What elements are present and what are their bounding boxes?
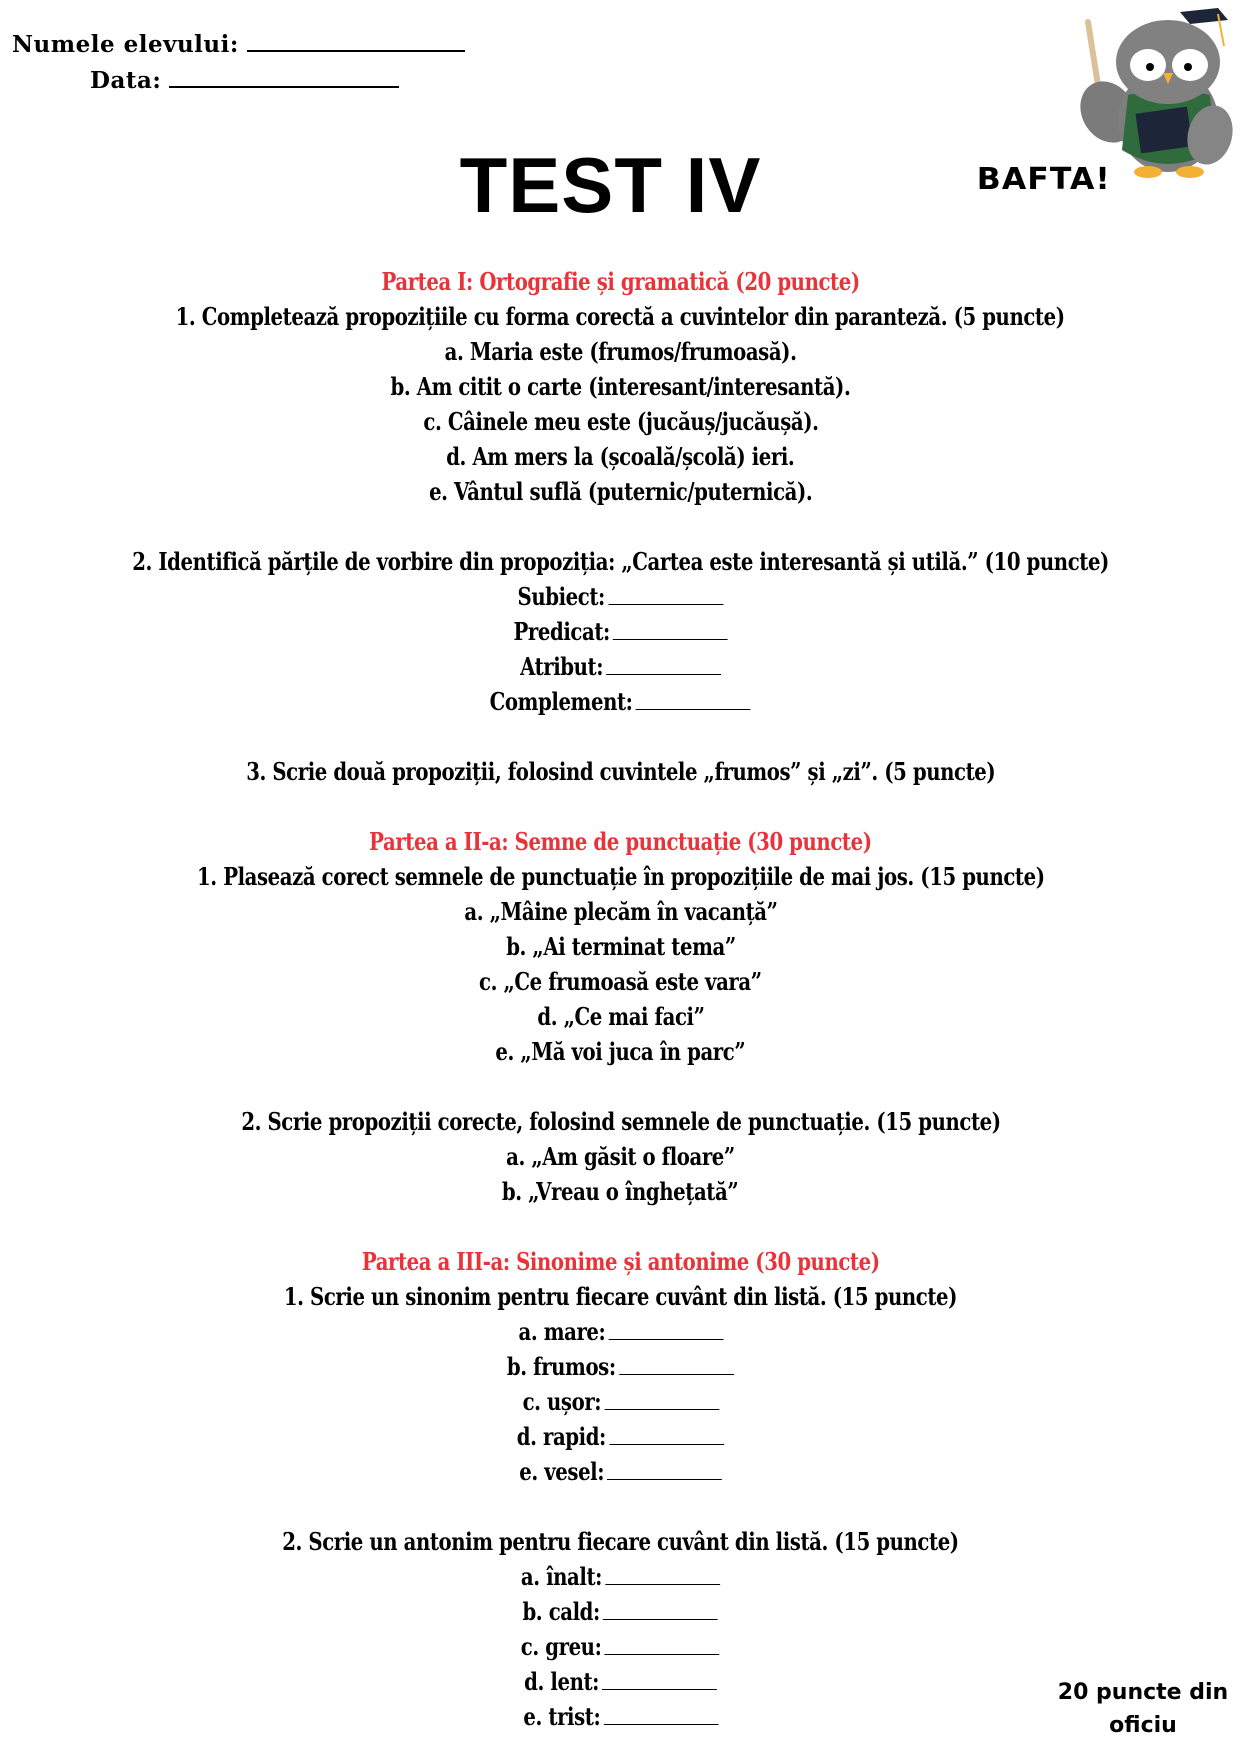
answer-blank[interactable] <box>605 1560 720 1585</box>
test-content <box>0 264 1241 1734</box>
part2-q1: 1. Plasează corect semnele de punctuație în propozițiile de mai jos. (15 puncte) <box>196 862 1045 891</box>
list-item: b. „Vreau o înghețată” <box>502 1177 739 1206</box>
answer-blank[interactable] <box>608 580 723 605</box>
part1-title: Partea I: Ortografie și gramatică (20 puncte) <box>381 267 860 296</box>
answer-blank[interactable] <box>606 650 721 675</box>
list-item: d. „Ce mai faci” <box>536 1002 705 1031</box>
answer-field-row: d. lent: <box>0 1664 1241 1699</box>
answer-blank[interactable] <box>619 1350 734 1375</box>
list-item: c. „Ce frumoasă este vara” <box>479 967 762 996</box>
good-luck-text: BAFTA! <box>976 162 1111 197</box>
title-text: TEST IV <box>459 141 762 229</box>
student-name-label: Numele elevului: <box>12 31 239 58</box>
answer-blank[interactable] <box>608 1315 723 1340</box>
date-field[interactable] <box>169 64 399 88</box>
date-row <box>90 64 399 94</box>
answer-field-row: Predicat: <box>0 614 1241 649</box>
bonus-note-line1: 20 puncte din <box>1057 1680 1229 1705</box>
part3-title: Partea a III-a: Sinonime și antonime (30 puncte) <box>361 1247 880 1276</box>
answer-blank[interactable] <box>603 1700 718 1725</box>
list-item: b. „Ai terminat tema” <box>505 932 736 961</box>
answer-field-row: d. rapid: <box>0 1419 1241 1454</box>
answer-blank[interactable] <box>609 1420 724 1445</box>
answer-field-row: Complement: <box>0 684 1241 719</box>
answer-blank[interactable] <box>613 615 728 640</box>
owl-teacher-icon <box>1060 0 1240 190</box>
answer-field-row: b. cald: <box>0 1594 1241 1629</box>
answer-field-row: a. înalt: <box>0 1559 1241 1594</box>
answer-blank[interactable] <box>636 685 751 710</box>
answer-blank[interactable] <box>602 1665 717 1690</box>
part3-q1: 1. Scrie un sinonim pentru fiecare cuvânt din listă. (15 puncte) <box>283 1282 958 1311</box>
list-item: c. Câinele meu este (jucăuș/jucăușă). <box>422 407 819 436</box>
list-item: e. „Mă voi juca în parc” <box>495 1037 746 1066</box>
answer-field-row: b. frumos: <box>0 1349 1241 1384</box>
list-item: a. „Am găsit o floare” <box>506 1142 735 1171</box>
answer-blank[interactable] <box>604 1385 719 1410</box>
list-item: b. Am citit o carte (interesant/interesantă). <box>390 372 851 401</box>
date-label: Data: <box>90 67 162 94</box>
owl-book <box>1135 107 1192 154</box>
graduation-cap <box>1180 8 1228 24</box>
answer-blank[interactable] <box>605 1630 720 1655</box>
list-item: a. „Mâine plecăm în vacanță” <box>463 897 778 926</box>
student-name-field[interactable] <box>247 28 465 52</box>
bonus-points-note <box>1048 1676 1238 1742</box>
answer-field-row: c. ușor: <box>0 1384 1241 1419</box>
answer-field-row: e. vesel: <box>0 1454 1241 1489</box>
part1-q3: 3. Scrie două propoziții, folosind cuvintele „frumos” și „zi”. (5 puncte) <box>245 757 996 786</box>
answer-blank[interactable] <box>603 1595 718 1620</box>
list-item: a. Maria este (frumos/frumoasă). <box>444 337 797 366</box>
part2-q2: 2. Scrie propoziții corecte, folosind semnele de punctuație. (15 puncte) <box>240 1107 1001 1136</box>
list-item: e. Vântul suflă (puternic/puternică). <box>428 477 813 506</box>
answer-field-row: Atribut: <box>0 649 1241 684</box>
part1-q2: 2. Identifică părțile de vorbire din propoziția: „Cartea este interesantă și utilă.” (10 puncte) <box>132 547 1109 576</box>
answer-field-row: c. greu: <box>0 1629 1241 1664</box>
answer-blank[interactable] <box>607 1455 722 1480</box>
list-item: d. Am mers la (școală/școlă) ieri. <box>446 442 795 471</box>
part3-q2: 2. Scrie un antonim pentru fiecare cuvânt din listă. (15 puncte) <box>282 1527 959 1556</box>
part2-title: Partea a II-a: Semne de punctuație (30 puncte) <box>369 827 872 856</box>
answer-field-row: e. trist: <box>0 1699 1241 1734</box>
answer-field-row: Subiect: <box>0 579 1241 614</box>
bonus-note-line2: oficiu <box>1109 1713 1177 1738</box>
student-name-row <box>12 28 465 58</box>
part1-q1: 1. Completează propozițiile cu forma corectă a cuvintelor din paranteză. (5 puncte) <box>175 302 1066 331</box>
answer-field-row: a. mare: <box>0 1314 1241 1349</box>
